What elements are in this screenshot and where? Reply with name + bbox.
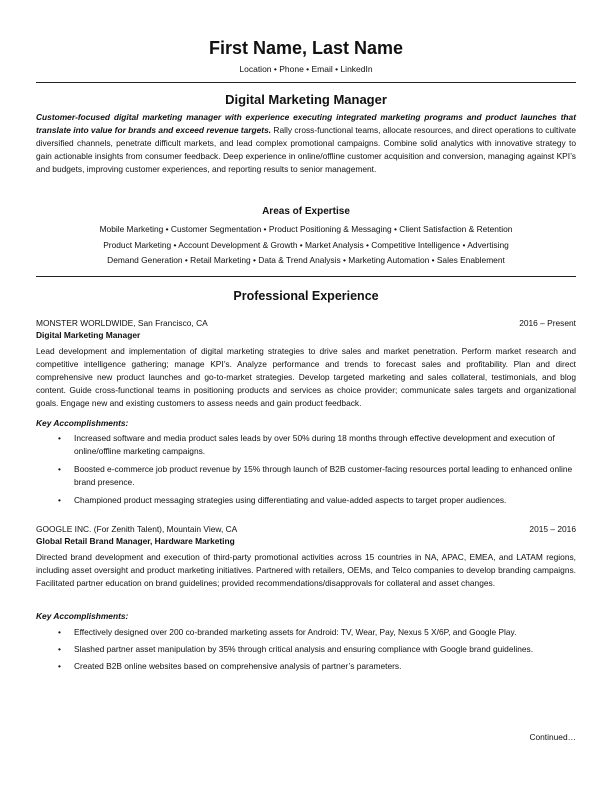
- summary-paragraph: [36, 111, 576, 176]
- company-location: GOOGLE INC. (For Zenith Talent), Mountain View, CA: [36, 524, 238, 534]
- bullet-icon: •: [58, 433, 61, 443]
- bullet-icon: •: [58, 495, 61, 505]
- summary-body: Rally cross-functional teams, allocate resources, and direct operations to cultivate diversified channels, penetrate difficult markets, and lead complex promotional campaigns. Combine solid analytics with innovative strategy to gain actionable insights from consumer feedback. Deep experience in online/offline customer acquisition and conversion, managing against KPI’s and budgets, improving customer experiences, and reporting results to senior management.: [36, 125, 577, 174]
- areas-line: Product Marketing • Account Development & Growth • Market Analysis • Competitive Intelligence • Advertising: [103, 239, 509, 250]
- job-description: Directed brand development and execution of third-party promotional activities across 15 countries in NA, APAC, EMEA, and LATAM regions, including asset oversight and product marketing initiatives. Partnered with retailers, OEMs, and Telco companies to develop branding campaigns. Facilitated partner education on brand guidelines; provided recommendations/disapprovals for collateral and asset changes.: [36, 552, 576, 588]
- job-title: Digital Marketing Manager: [225, 92, 387, 107]
- bullet-icon: •: [58, 644, 61, 654]
- accomplishments-label: Key Accomplishments:: [36, 611, 129, 621]
- accomplishments-label: Key Accomplishments:: [36, 418, 129, 428]
- contact-line: Location • Phone • Email • LinkedIn: [239, 64, 373, 74]
- accomplishment-item: • Effectively designed over 200 co-branded marketing assets for Android: TV, Wear, Pay, Nexus 5 X/6P, and Google Play.: [58, 627, 517, 637]
- accomplishments-list: [54, 432, 576, 507]
- accomplishments-list: [54, 626, 576, 673]
- areas-line: Mobile Marketing • Customer Segmentation • Product Positioning & Messaging • Client Satisfaction & Retention: [99, 224, 513, 234]
- continued-note: Continued…: [529, 732, 576, 742]
- summary-emphasis: Customer-focused digital marketing manager with experience executing integrated marketing programs and product launches that translate into value for brands and exceed revenue targets.: [36, 112, 576, 135]
- accomplishment-item: • Slashed partner asset manipulation by 35% through critical analysis and ensuring compliance with Google brand guidelines.: [58, 644, 534, 654]
- areas-heading: Areas of Expertise: [262, 206, 350, 217]
- experience-heading: Professional Experience: [233, 289, 379, 303]
- accomplishment-item: • Increased software and media product sales leads by over 50% during 18 months through effective development and execution of online/offline marketing campaigns.: [58, 433, 555, 456]
- header-divider: [36, 82, 576, 83]
- section-divider: [36, 276, 576, 277]
- areas-line: Demand Generation • Retail Marketing • Data & Trend Analysis • Marketing Automation • Sales Enablement: [107, 255, 505, 265]
- accomplishment-item: • Championed product messaging strategies using differentiating and value-added aspects to target proper audiences.: [58, 495, 507, 505]
- role-title: Global Retail Brand Manager, Hardware Marketing: [36, 536, 235, 546]
- accomplishment-item: • Boosted e-commerce job product revenue by 15% through launch of B2B customer-facing resources portal leading to enhanced online brand presence.: [58, 464, 573, 487]
- areas-list: [36, 222, 576, 269]
- role-title: Digital Marketing Manager: [36, 330, 141, 340]
- job-description: Lead development and implementation of digital marketing strategies to drive sales and market penetration. Perform market research and competitive intelligence gathering; manage KPI’s. Analyze performance and trends to forecast sales and profitability. Plan and direct comprehensive new product launches and go-to-market strategies. Develop targeted marketing and sales collateral, testimonials, and blog content. Guide cross-functional teams in positioning products and services as choice provider; communicate sales targets and organizational goals. Engage new and existing customers to assess needs and gain product feedback.: [36, 346, 576, 408]
- bullet-icon: •: [58, 627, 61, 637]
- bullet-icon: •: [58, 661, 61, 671]
- job-dates: 2016 – Present: [519, 318, 576, 328]
- accomplishment-item: • Created B2B online websites based on comprehensive analysis of partner’s parameters.: [58, 661, 402, 671]
- job-dates: 2015 – 2016: [529, 524, 576, 534]
- candidate-name: First Name, Last Name: [208, 38, 404, 58]
- bullet-icon: •: [58, 464, 61, 474]
- company-location: MONSTER WORLDWIDE, San Francisco, CA: [36, 318, 208, 328]
